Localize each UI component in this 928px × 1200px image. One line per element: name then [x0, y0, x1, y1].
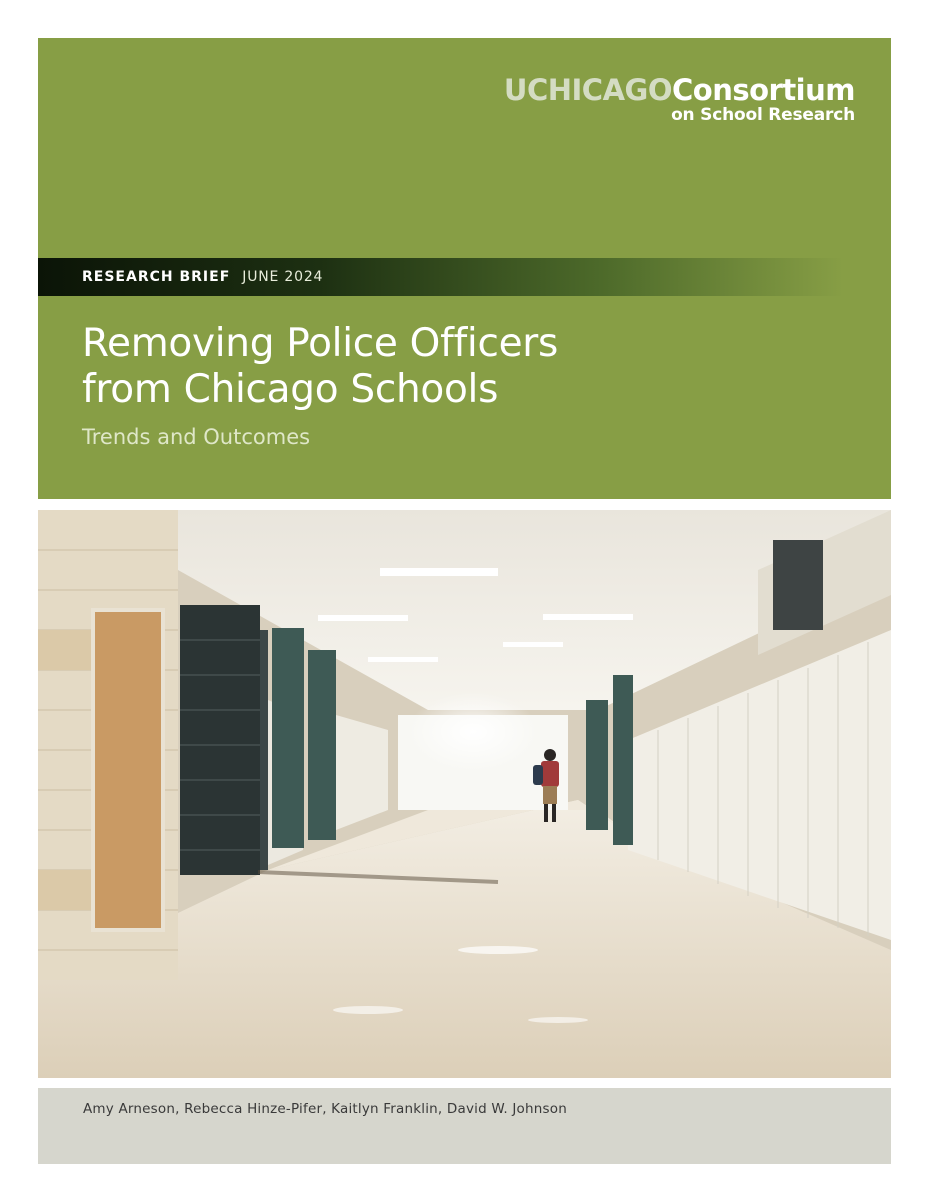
authors-list: Amy Arneson, Rebecca Hinze-Pifer, Kaitlyn Franklin, David W. Johnson — [83, 1101, 567, 1117]
logo-subtitle: on School Research — [671, 105, 855, 125]
authors-bar — [38, 1088, 891, 1164]
logo-consortium-text: Consortium — [671, 73, 855, 107]
hallway-illustration — [38, 510, 891, 1078]
title-line-2: from Chicago Schools — [82, 367, 499, 412]
cover-header-panel — [38, 38, 891, 499]
page-subtitle: Trends and Outcomes — [82, 425, 311, 449]
brief-label: RESEARCH BRIEF — [82, 269, 231, 285]
cover-photo — [38, 510, 891, 1078]
uchicago-consortium-logo — [503, 73, 855, 125]
brief-date: JUNE 2024 — [242, 269, 324, 285]
logo-uchicago-text: UCHICAGO — [503, 73, 672, 107]
title-line-1: Removing Police Officers — [82, 321, 559, 366]
page-title — [82, 321, 782, 413]
research-brief-band — [38, 258, 843, 296]
